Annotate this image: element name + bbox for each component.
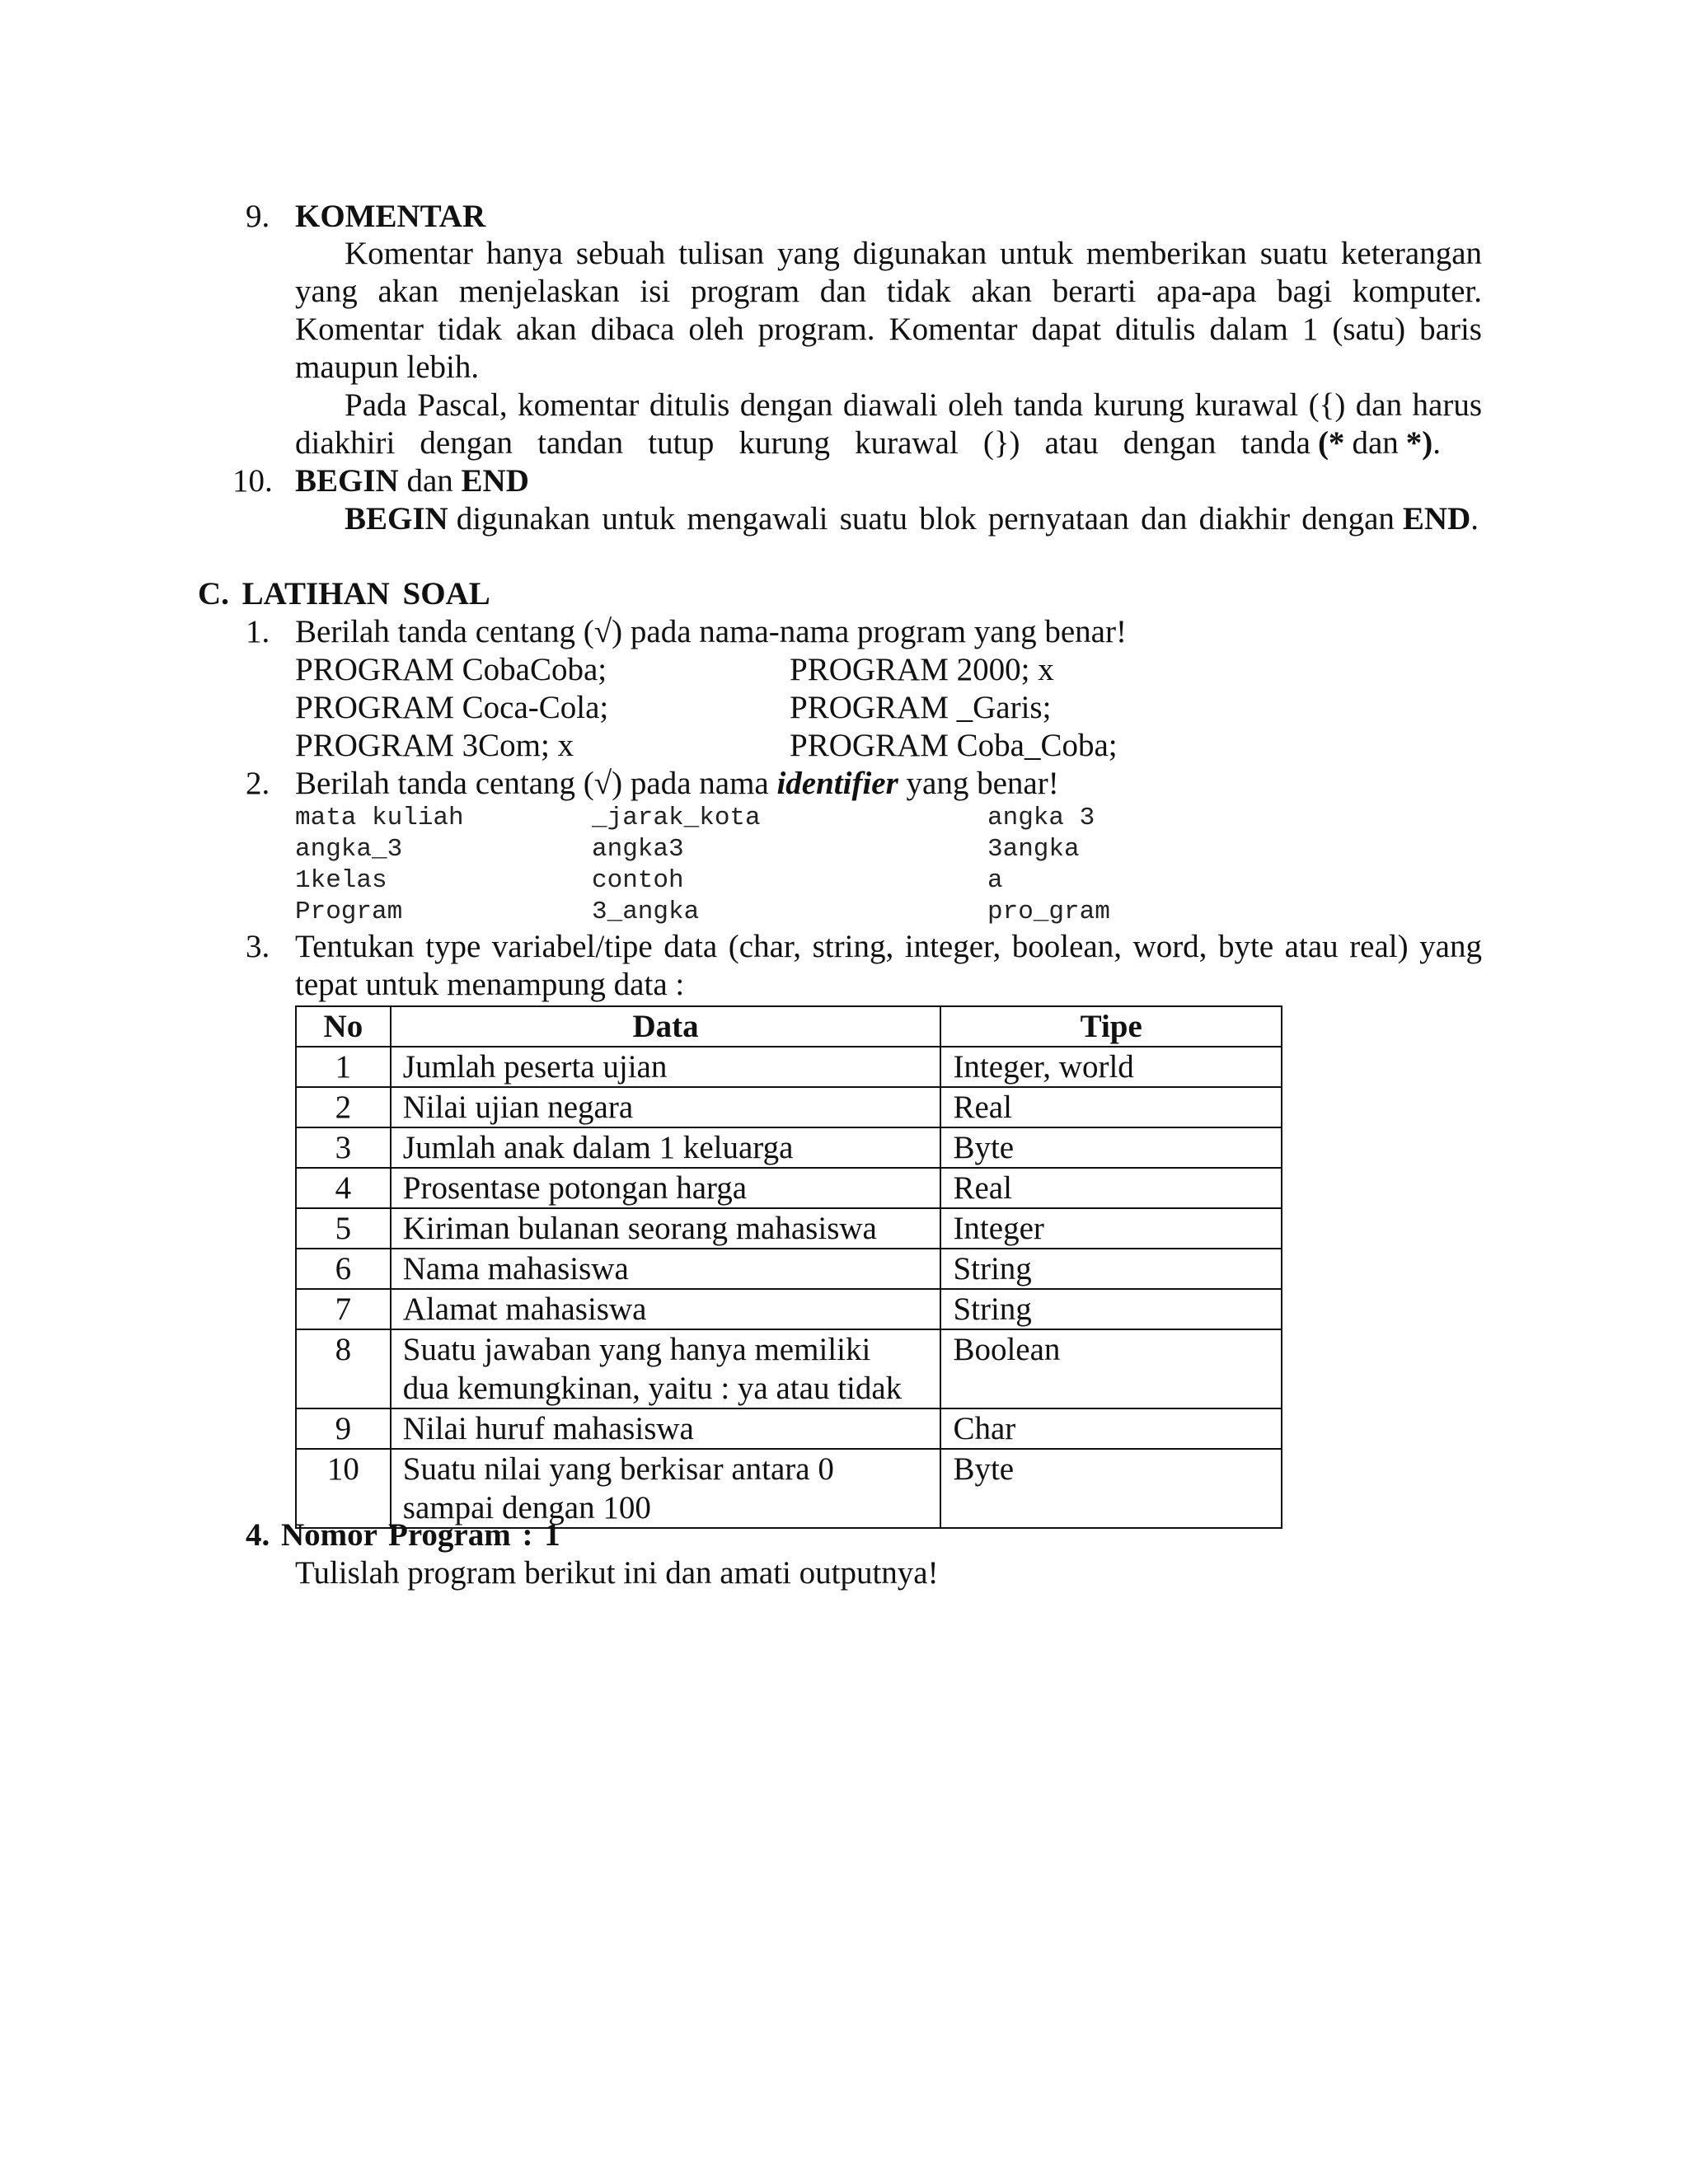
table-row <box>296 1208 1282 1249</box>
section-heading-latihan-soal: C. LATIHAN SOAL <box>198 576 490 612</box>
item-number-10: 10. <box>232 463 273 499</box>
program-option: PROGRAM _Garis; <box>790 690 1052 725</box>
cell-data-line: Nilai huruf mahasiswa <box>402 1411 694 1446</box>
cell-data <box>391 1208 941 1249</box>
begin-end-period: . <box>1470 501 1479 537</box>
identifier-option: 3_angka <box>592 898 700 926</box>
komentar-paragraph-line-4: maupun lebih. <box>295 349 480 385</box>
identifier-term: identifier <box>776 766 898 801</box>
header-no: No <box>296 1006 391 1047</box>
pascal-comment-dan: dan <box>1352 425 1399 461</box>
pascal-comment-line-2 <box>295 424 1482 462</box>
question-2-text <box>295 765 1059 802</box>
table-row <box>296 1289 1282 1329</box>
question-number-3: 3. <box>246 929 270 964</box>
cell-tipe: Byte <box>940 1127 1282 1168</box>
identifier-option: a <box>987 866 1003 895</box>
cell-data <box>391 1329 941 1408</box>
cell-data <box>391 1249 941 1289</box>
table-row <box>296 1047 1282 1087</box>
question-1-text: Berilah tanda centang (√) pada nama-nama program yang benar! <box>295 614 1127 649</box>
program-option: PROGRAM CobaCoba; <box>295 652 607 687</box>
cell-tipe: Real <box>940 1087 1282 1127</box>
komentar-paragraph-line-3: Komentar tidak akan dibaca oleh program. Komentar dapat ditulis dalam 1 (satu) baris <box>295 312 1482 347</box>
cell-data <box>391 1408 941 1449</box>
identifier-option: pro_gram <box>987 898 1110 926</box>
cell-data-line: Kiriman bulanan seorang mahasiswa <box>402 1211 877 1246</box>
close-comment-group <box>1406 424 1441 462</box>
cell-data-line: Alamat mahasiswa <box>402 1291 647 1327</box>
program-option: PROGRAM 2000; x <box>790 652 1054 687</box>
cell-data-line: dua kemungkinan, yaitu : ya atau tidak <box>402 1371 903 1406</box>
cell-tipe: Boolean <box>940 1329 1282 1408</box>
cell-tipe: String <box>940 1289 1282 1329</box>
table-row <box>296 1127 1282 1168</box>
komentar-paragraph-line-1: Komentar hanya sebuah tulisan yang digunakan untuk memberikan suatu keterangan <box>345 236 1482 271</box>
header-data: Data <box>391 1006 941 1047</box>
program-option: PROGRAM Coba_Coba; <box>790 728 1118 763</box>
identifier-option: angka 3 <box>987 804 1095 832</box>
program-option: PROGRAM Coca-Cola; <box>295 690 609 725</box>
program-option: PROGRAM 3Com; x <box>295 728 574 763</box>
section-heading-begin-end <box>295 462 529 499</box>
identifier-option: 1kelas <box>295 866 387 895</box>
cell-data <box>391 1289 941 1329</box>
question-3-text-line-2: tepat untuk menampung data : <box>295 967 685 1002</box>
identifier-option: _jarak_kota <box>592 804 761 832</box>
end-keyword: END <box>461 463 529 499</box>
pascal-comment-line-1: Pada Pascal, komentar ditulis dengan diawali oleh tanda kurung kurawal ({) dan harus <box>345 387 1482 423</box>
cell-no: 1 <box>296 1047 391 1087</box>
open-comment-token: (* <box>1317 425 1345 461</box>
identifier-option: 3angka <box>987 835 1080 864</box>
identifier-option: angka3 <box>592 835 684 864</box>
heading-dan: dan <box>406 463 453 499</box>
cell-data-line: Suatu nilai yang berkisar antara 0 <box>402 1451 834 1487</box>
cell-tipe: Byte <box>940 1449 1282 1528</box>
pascal-comment-period: . <box>1432 425 1441 461</box>
table-body <box>296 1047 1282 1528</box>
cell-no: 4 <box>296 1168 391 1208</box>
begin-end-text: digunakan untuk mengawali suatu blok pernyataan dan diakhir dengan <box>456 501 1395 537</box>
table-row <box>296 1408 1282 1449</box>
cell-tipe: Char <box>940 1408 1282 1449</box>
cell-data <box>391 1047 941 1087</box>
data-type-table <box>295 1005 1282 1529</box>
cell-data <box>391 1087 941 1127</box>
section-heading-komentar: KOMENTAR <box>295 199 486 234</box>
question-3-text-line-1: Tentukan type variabel/tipe data (char, string, integer, boolean, word, byte atau real) yang <box>295 929 1482 964</box>
table-row <box>296 1168 1282 1208</box>
cell-tipe: Real <box>940 1168 1282 1208</box>
item-number-9: 9. <box>246 199 270 234</box>
cell-no: 6 <box>296 1249 391 1289</box>
cell-tipe: String <box>940 1249 1282 1289</box>
identifier-option: angka_3 <box>295 835 403 864</box>
cell-no: 7 <box>296 1289 391 1329</box>
end-keyword-group <box>1403 500 1479 537</box>
cell-no: 8 <box>296 1329 391 1408</box>
cell-no: 5 <box>296 1208 391 1249</box>
question-2-text-pre: Berilah tanda centang (√) pada nama <box>295 766 769 801</box>
cell-no: 10 <box>296 1449 391 1528</box>
pascal-comment-text: diakhiri dengan tandan tutup kurung kurawal (}) atau dengan tanda <box>295 425 1311 461</box>
cell-data-line: sampai dengan 100 <box>402 1490 651 1526</box>
begin-keyword: BEGIN <box>295 463 399 499</box>
identifier-option: contoh <box>592 866 684 895</box>
cell-data-line: Suatu jawaban yang hanya memiliki <box>402 1332 871 1367</box>
identifier-option: Program <box>295 898 403 926</box>
table-row <box>296 1087 1282 1127</box>
cell-data-line: Prosentase potongan harga <box>402 1170 748 1206</box>
close-comment-token: *) <box>1405 425 1433 461</box>
question-number-2: 2. <box>246 766 270 801</box>
question-2-text-post: yang benar! <box>906 766 1059 801</box>
question-4-heading: 4. Nomor Program : 1 <box>246 1517 560 1553</box>
komentar-paragraph-line-2: yang akan menjelaskan isi program dan tidak akan berarti apa-apa bagi komputer. <box>295 274 1482 309</box>
question-number-1: 1. <box>246 614 270 649</box>
cell-no: 3 <box>296 1127 391 1168</box>
cell-data-line: Jumlah peserta ujian <box>402 1049 668 1085</box>
cell-data-line: Jumlah anak dalam 1 keluarga <box>402 1130 794 1165</box>
identifier-option: mata kuliah <box>295 804 464 832</box>
table-header-row <box>296 1006 1282 1047</box>
table-row <box>296 1329 1282 1408</box>
header-tipe: Tipe <box>940 1006 1282 1047</box>
end-keyword-inline: END <box>1402 501 1471 537</box>
begin-end-description <box>345 500 1479 537</box>
question-4-text: Tulislah program berikut ini dan amati outputnya! <box>295 1555 939 1591</box>
cell-tipe: Integer, world <box>940 1047 1282 1087</box>
cell-no: 9 <box>296 1408 391 1449</box>
begin-keyword-inline: BEGIN <box>345 501 448 537</box>
cell-no: 2 <box>296 1087 391 1127</box>
cell-data <box>391 1168 941 1208</box>
cell-data-line: Nilai ujian negara <box>402 1090 634 1125</box>
cell-data <box>391 1127 941 1168</box>
cell-data-line: Nama mahasiswa <box>402 1251 629 1286</box>
table-row <box>296 1249 1282 1289</box>
cell-tipe: Integer <box>940 1208 1282 1249</box>
